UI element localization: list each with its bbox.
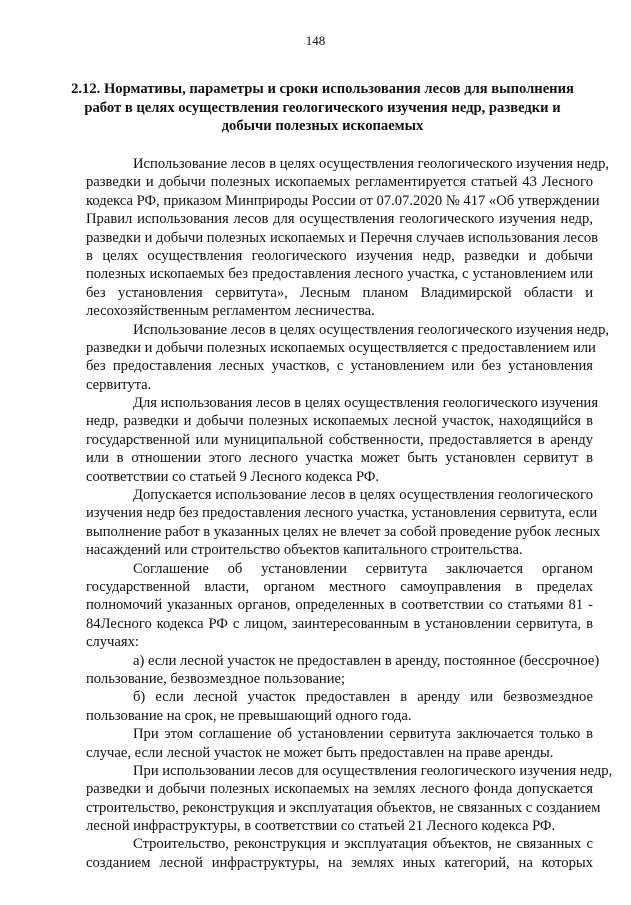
paragraph [86, 652, 600, 689]
heading-line: работ в целях осуществления геологического изучения недр, разведки и [84, 99, 561, 116]
paragraph-line: Использование лесов в целях осуществления геологического изучения недр, [133, 321, 610, 338]
paragraph [86, 486, 601, 560]
paragraph-line: кодекса РФ, приказом Минприроды России от 07.07.2020 № 417 «Об утверждении [86, 192, 600, 209]
paragraph-line: без предоставления лесных участков, с установлением или без установления [86, 358, 593, 375]
heading-line: 2.12. Нормативы, параметры и сроки использования лесов для выполнения [71, 81, 574, 97]
paragraph-line: без установления сервитута», Лесным планом Владимирской области и [86, 284, 593, 301]
paragraph-line: лесохозяйственным регламентом лесничества. [86, 303, 375, 320]
paragraph [86, 321, 610, 395]
paragraph-line: Допускается использование лесов в целях осуществления геологического [133, 487, 593, 504]
paragraph-line: полезных ископаемых без предоставления лесного участка, с установлением или [86, 266, 593, 283]
paragraph [86, 762, 613, 836]
paragraph-line: случае, если лесной участок не может быть предоставлен на праве аренды. [86, 744, 554, 761]
paragraph-line: строительство, реконструкция и эксплуатация объектов, не связанных с созданием [86, 799, 601, 816]
paragraph-line: а) если лесной участок не предоставлен в аренду, постоянное (бессрочное) [133, 652, 600, 669]
paragraph-line: государственной или муниципальной собственности, предоставляется в аренду [86, 431, 593, 448]
paragraph-line: Для использования лесов в целях осуществления геологического изучения [133, 395, 599, 412]
paragraph-line: пользование, безвозмездное пользование; [86, 670, 346, 687]
paragraph-line: в целях осуществления геологического изучения недр, разведки и добычи [86, 247, 593, 264]
paragraph-line: случаях: [86, 634, 139, 651]
paragraph-line: При использовании лесов для осуществления геологического изучения недр, [133, 762, 613, 779]
paragraph-line: разведки и добычи полезных ископаемых осуществляется с предоставлением или [86, 339, 596, 356]
heading-line: добычи полезных ископаемых [221, 118, 424, 134]
paragraph-line: полномочий указанных органов, определенных в соответствии со статьями 81 - [86, 597, 593, 614]
paragraph-line: б) если лесной участок предоставлен в аренду или безвозмездное [133, 689, 593, 706]
paragraph-line: изучения недр без предоставления лесного участка, установления сервитута, если [86, 505, 598, 522]
paragraph [86, 835, 593, 872]
paragraph-line: Использование лесов в целях осуществления геологического изучения недр, [133, 156, 610, 172]
paragraph [86, 688, 593, 725]
paragraph-line: 84Лесного кодекса РФ с лицом, заинтересованным в установлении сервитута, в [86, 615, 593, 632]
paragraph-line: пользование на срок, не превышающий одного года. [86, 707, 412, 724]
paragraph [86, 560, 593, 652]
paragraph-line: недр, разведки и добычи полезных ископаемых лесной участок, находящийся в [86, 413, 593, 430]
paragraph-line: выполнение работ в указанных целях не влечет за собой проведение рубок лесных [86, 523, 601, 540]
paragraph-line: соответствии со статьей 9 Лесного кодекса РФ. [86, 468, 380, 485]
paragraph [86, 394, 599, 486]
paragraph-line: Правил использования лесов для осуществления геологического изучения недр, [86, 211, 593, 228]
paragraph-line: насаждений или строительство объектов капитального строительства. [86, 542, 523, 559]
paragraph-line: При этом соглашение об установлении сервитута заключается только в [133, 726, 593, 743]
paragraph-line: Строительство, реконструкция и эксплуатация объектов, не связанных с [133, 836, 593, 853]
paragraph-line: созданием лесной инфраструктуры, на землях иных категорий, на которых [86, 854, 593, 871]
paragraph [86, 155, 610, 321]
page-number: 148 [305, 33, 326, 48]
paragraph-line: лесной инфраструктуры, в соответствии со статьей 21 Лесного кодекса РФ. [86, 818, 556, 835]
paragraph-line: разведки и добычи полезных ископаемых на землях лесного фонда допускается [86, 781, 593, 798]
paragraph-line: или в отношении этого лесного участка может быть установлен сервитут в [86, 450, 593, 467]
paragraph-line: разведки и добычи полезных ископаемых регламентируется статьей 43 Лесного [86, 174, 593, 191]
paragraph-line: государственной власти, органом местного самоуправления в пределах [86, 578, 593, 595]
paragraph [86, 725, 593, 762]
paragraph-line: Соглашение об установлении сервитута заключается органом [133, 560, 593, 577]
paragraph-line: сервитута. [86, 376, 152, 393]
section-heading [70, 80, 575, 136]
paragraph-line: разведки и добычи полезных ископаемых и Перечня случаев использования лесов [86, 229, 599, 246]
body-text [86, 155, 613, 872]
